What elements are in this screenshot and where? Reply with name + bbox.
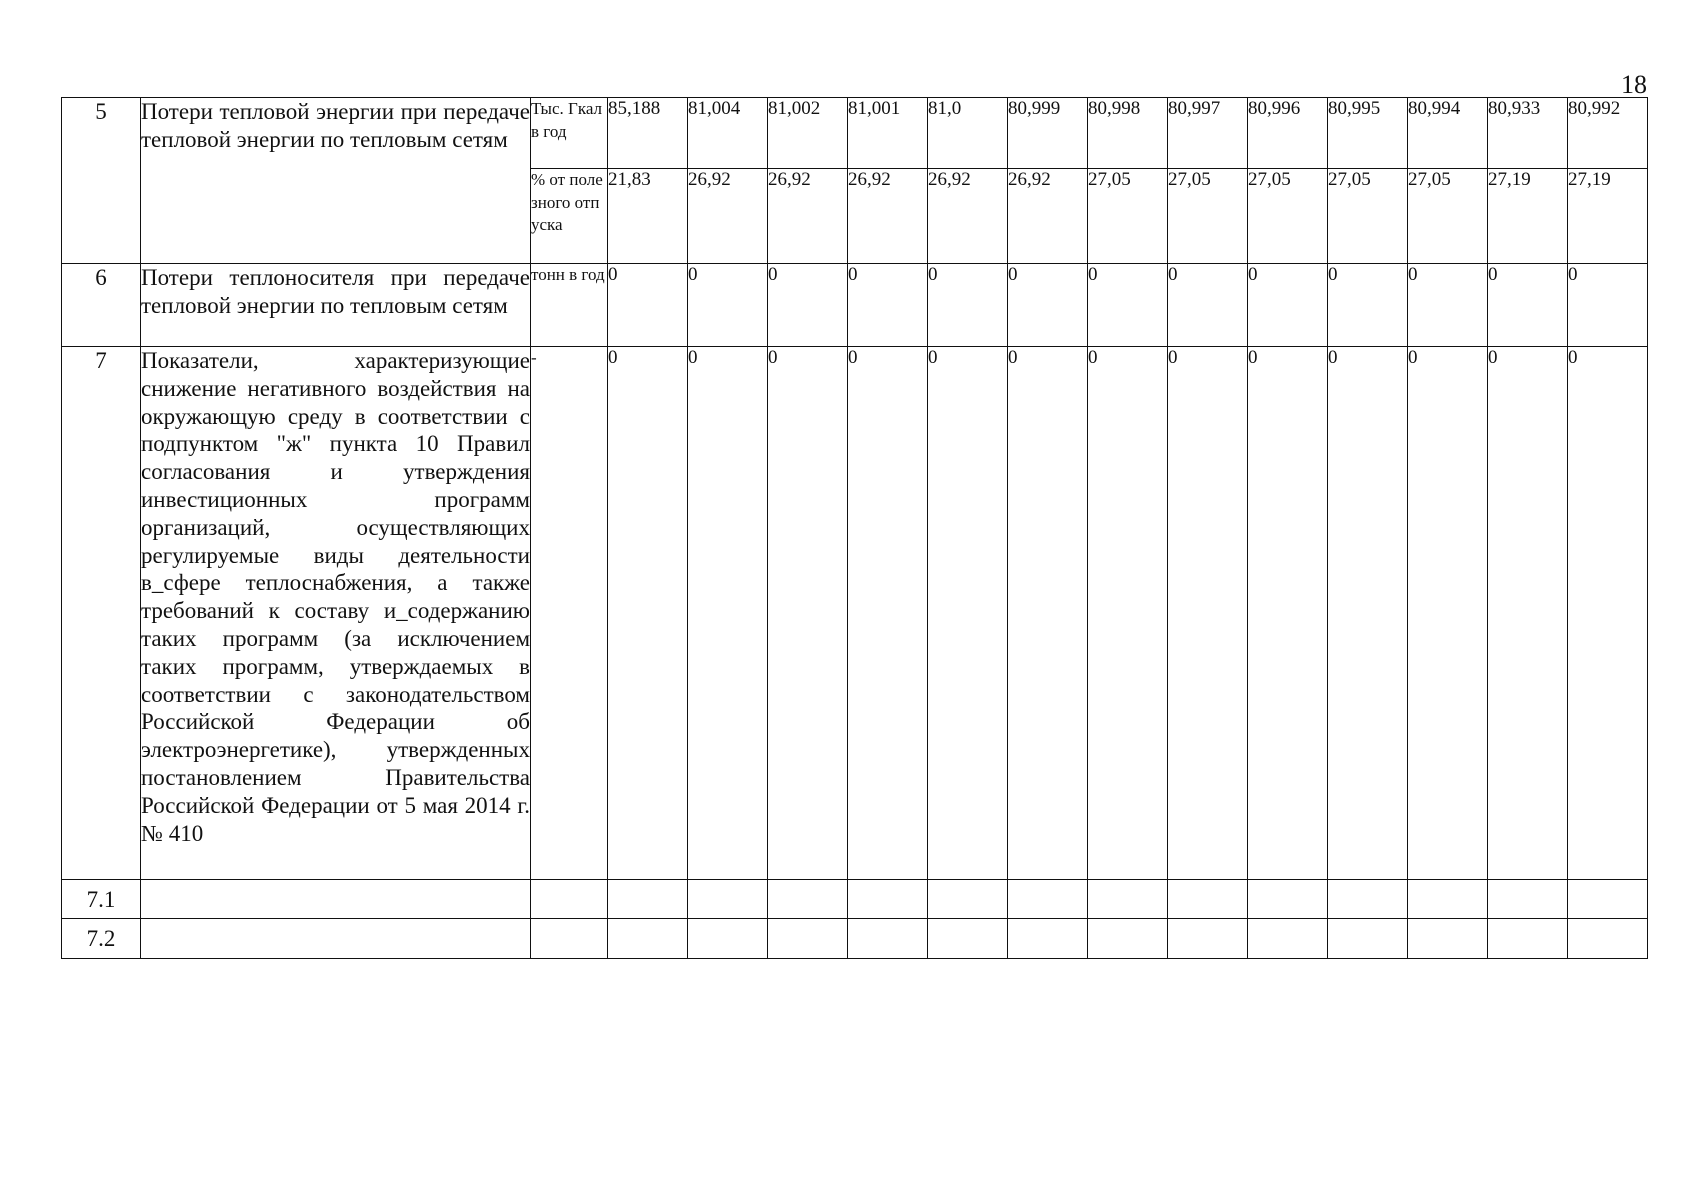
value-cell: 0: [1568, 264, 1648, 347]
value-cell: 27,05: [1088, 169, 1168, 264]
value-cell: 80,999: [1008, 98, 1088, 169]
value-cell: [1568, 880, 1648, 919]
indicators-table: [61, 97, 1648, 959]
value-cell: 0: [608, 264, 688, 347]
value-cell: 26,92: [928, 169, 1008, 264]
value-cell: [928, 919, 1008, 959]
value-cell: 0: [1328, 347, 1408, 880]
value-cell: 27,05: [1168, 169, 1248, 264]
value-cell: 80,995: [1328, 98, 1408, 169]
value-cell: [1248, 919, 1328, 959]
value-cell: [768, 880, 848, 919]
table-row-7-1: [62, 880, 1648, 919]
value-cell: 0: [1488, 347, 1568, 880]
value-cell: 27,05: [1408, 169, 1488, 264]
indicator-name: [141, 919, 531, 959]
value-cell: 27,19: [1488, 169, 1568, 264]
value-cell: 26,92: [1008, 169, 1088, 264]
indicator-name: Потери теплоносителя при передаче тепловой энергии по тепловым сетям: [141, 264, 531, 347]
value-cell: 0: [1008, 264, 1088, 347]
value-cell: 0: [1168, 264, 1248, 347]
value-cell: 80,996: [1248, 98, 1328, 169]
value-cell: 0: [1488, 264, 1568, 347]
value-cell: [1408, 880, 1488, 919]
value-cell: [1008, 880, 1088, 919]
value-cell: 27,19: [1568, 169, 1648, 264]
value-cell: 0: [688, 264, 768, 347]
value-cell: 21,83: [608, 169, 688, 264]
value-cell: 0: [1408, 347, 1488, 880]
value-cell: [608, 919, 688, 959]
unit-cell: % от полезного отпуска: [531, 169, 608, 264]
value-cell: 0: [1088, 347, 1168, 880]
value-cell: 27,05: [1328, 169, 1408, 264]
table-row-5a: [62, 98, 1648, 169]
value-cell: 26,92: [768, 169, 848, 264]
value-cell: 81,004: [688, 98, 768, 169]
value-cell: 0: [928, 264, 1008, 347]
value-cell: [1328, 919, 1408, 959]
value-cell: 27,05: [1248, 169, 1328, 264]
value-cell: 0: [1248, 264, 1328, 347]
value-cell: 0: [1088, 264, 1168, 347]
value-cell: [1088, 880, 1168, 919]
unit-cell: Тыс. Гкал в год: [531, 98, 608, 169]
value-cell: 80,992: [1568, 98, 1648, 169]
value-cell: 80,994: [1408, 98, 1488, 169]
value-cell: 0: [928, 347, 1008, 880]
value-cell: 85,188: [608, 98, 688, 169]
unit-cell: [531, 880, 608, 919]
value-cell: 81,0: [928, 98, 1008, 169]
value-cell: 0: [688, 347, 768, 880]
value-cell: 0: [1408, 264, 1488, 347]
page-number: 18: [1621, 70, 1647, 99]
value-cell: [1408, 919, 1488, 959]
table-row-7-2: [62, 919, 1648, 959]
value-cell: [1168, 919, 1248, 959]
value-cell: [688, 919, 768, 959]
value-cell: [928, 880, 1008, 919]
value-cell: [1008, 919, 1088, 959]
value-cell: 0: [768, 264, 848, 347]
value-cell: 26,92: [848, 169, 928, 264]
row-number: 6: [62, 264, 141, 347]
value-cell: 0: [1008, 347, 1088, 880]
value-cell: 0: [768, 347, 848, 880]
value-cell: 0: [1168, 347, 1248, 880]
value-cell: 26,92: [688, 169, 768, 264]
value-cell: [1248, 880, 1328, 919]
value-cell: 0: [1328, 264, 1408, 347]
value-cell: 80,997: [1168, 98, 1248, 169]
row-number: 7: [62, 347, 141, 880]
value-cell: [1568, 919, 1648, 959]
value-cell: 81,001: [848, 98, 928, 169]
value-cell: 0: [848, 264, 928, 347]
table-row-6: [62, 264, 1648, 347]
indicator-name: Потери тепловой энергии при передаче тепловой энергии по тепловым сетям: [141, 98, 531, 264]
value-cell: [768, 919, 848, 959]
row-number: 7.1: [62, 880, 141, 919]
value-cell: 80,933: [1488, 98, 1568, 169]
unit-cell: [531, 919, 608, 959]
table-row-7: [62, 347, 1648, 880]
row-number: 5: [62, 98, 141, 264]
value-cell: 80,998: [1088, 98, 1168, 169]
value-cell: 0: [608, 347, 688, 880]
unit-cell: -: [531, 347, 608, 880]
value-cell: 0: [1568, 347, 1648, 880]
unit-cell: тонн в год: [531, 264, 608, 347]
value-cell: [1488, 880, 1568, 919]
value-cell: 81,002: [768, 98, 848, 169]
value-cell: [848, 880, 928, 919]
value-cell: 0: [848, 347, 928, 880]
value-cell: [608, 880, 688, 919]
indicator-name: Показатели, характеризующие снижение негативного воздействия на окружающую среду в соответствии с подпунктом "ж" пункта 10 Правил согласования и утверждения инвестиционных программ организаций, осуществляющих регулируемые виды деятельности в_сфере теплоснабжения, а также требований к составу и_содержанию таких программ (за исключением таких программ, утверждаемых в соответствии с законодательством Российской Федерации об электроэнергетике), утвержденных постановлением Правительства Российской Федерации от 5 мая 2014 г. № 410: [141, 347, 531, 880]
value-cell: [1168, 880, 1248, 919]
indicator-name: [141, 880, 531, 919]
value-cell: [688, 880, 768, 919]
value-cell: [1088, 919, 1168, 959]
value-cell: 0: [1248, 347, 1328, 880]
value-cell: [1328, 880, 1408, 919]
value-cell: [848, 919, 928, 959]
value-cell: [1488, 919, 1568, 959]
row-number: 7.2: [62, 919, 141, 959]
